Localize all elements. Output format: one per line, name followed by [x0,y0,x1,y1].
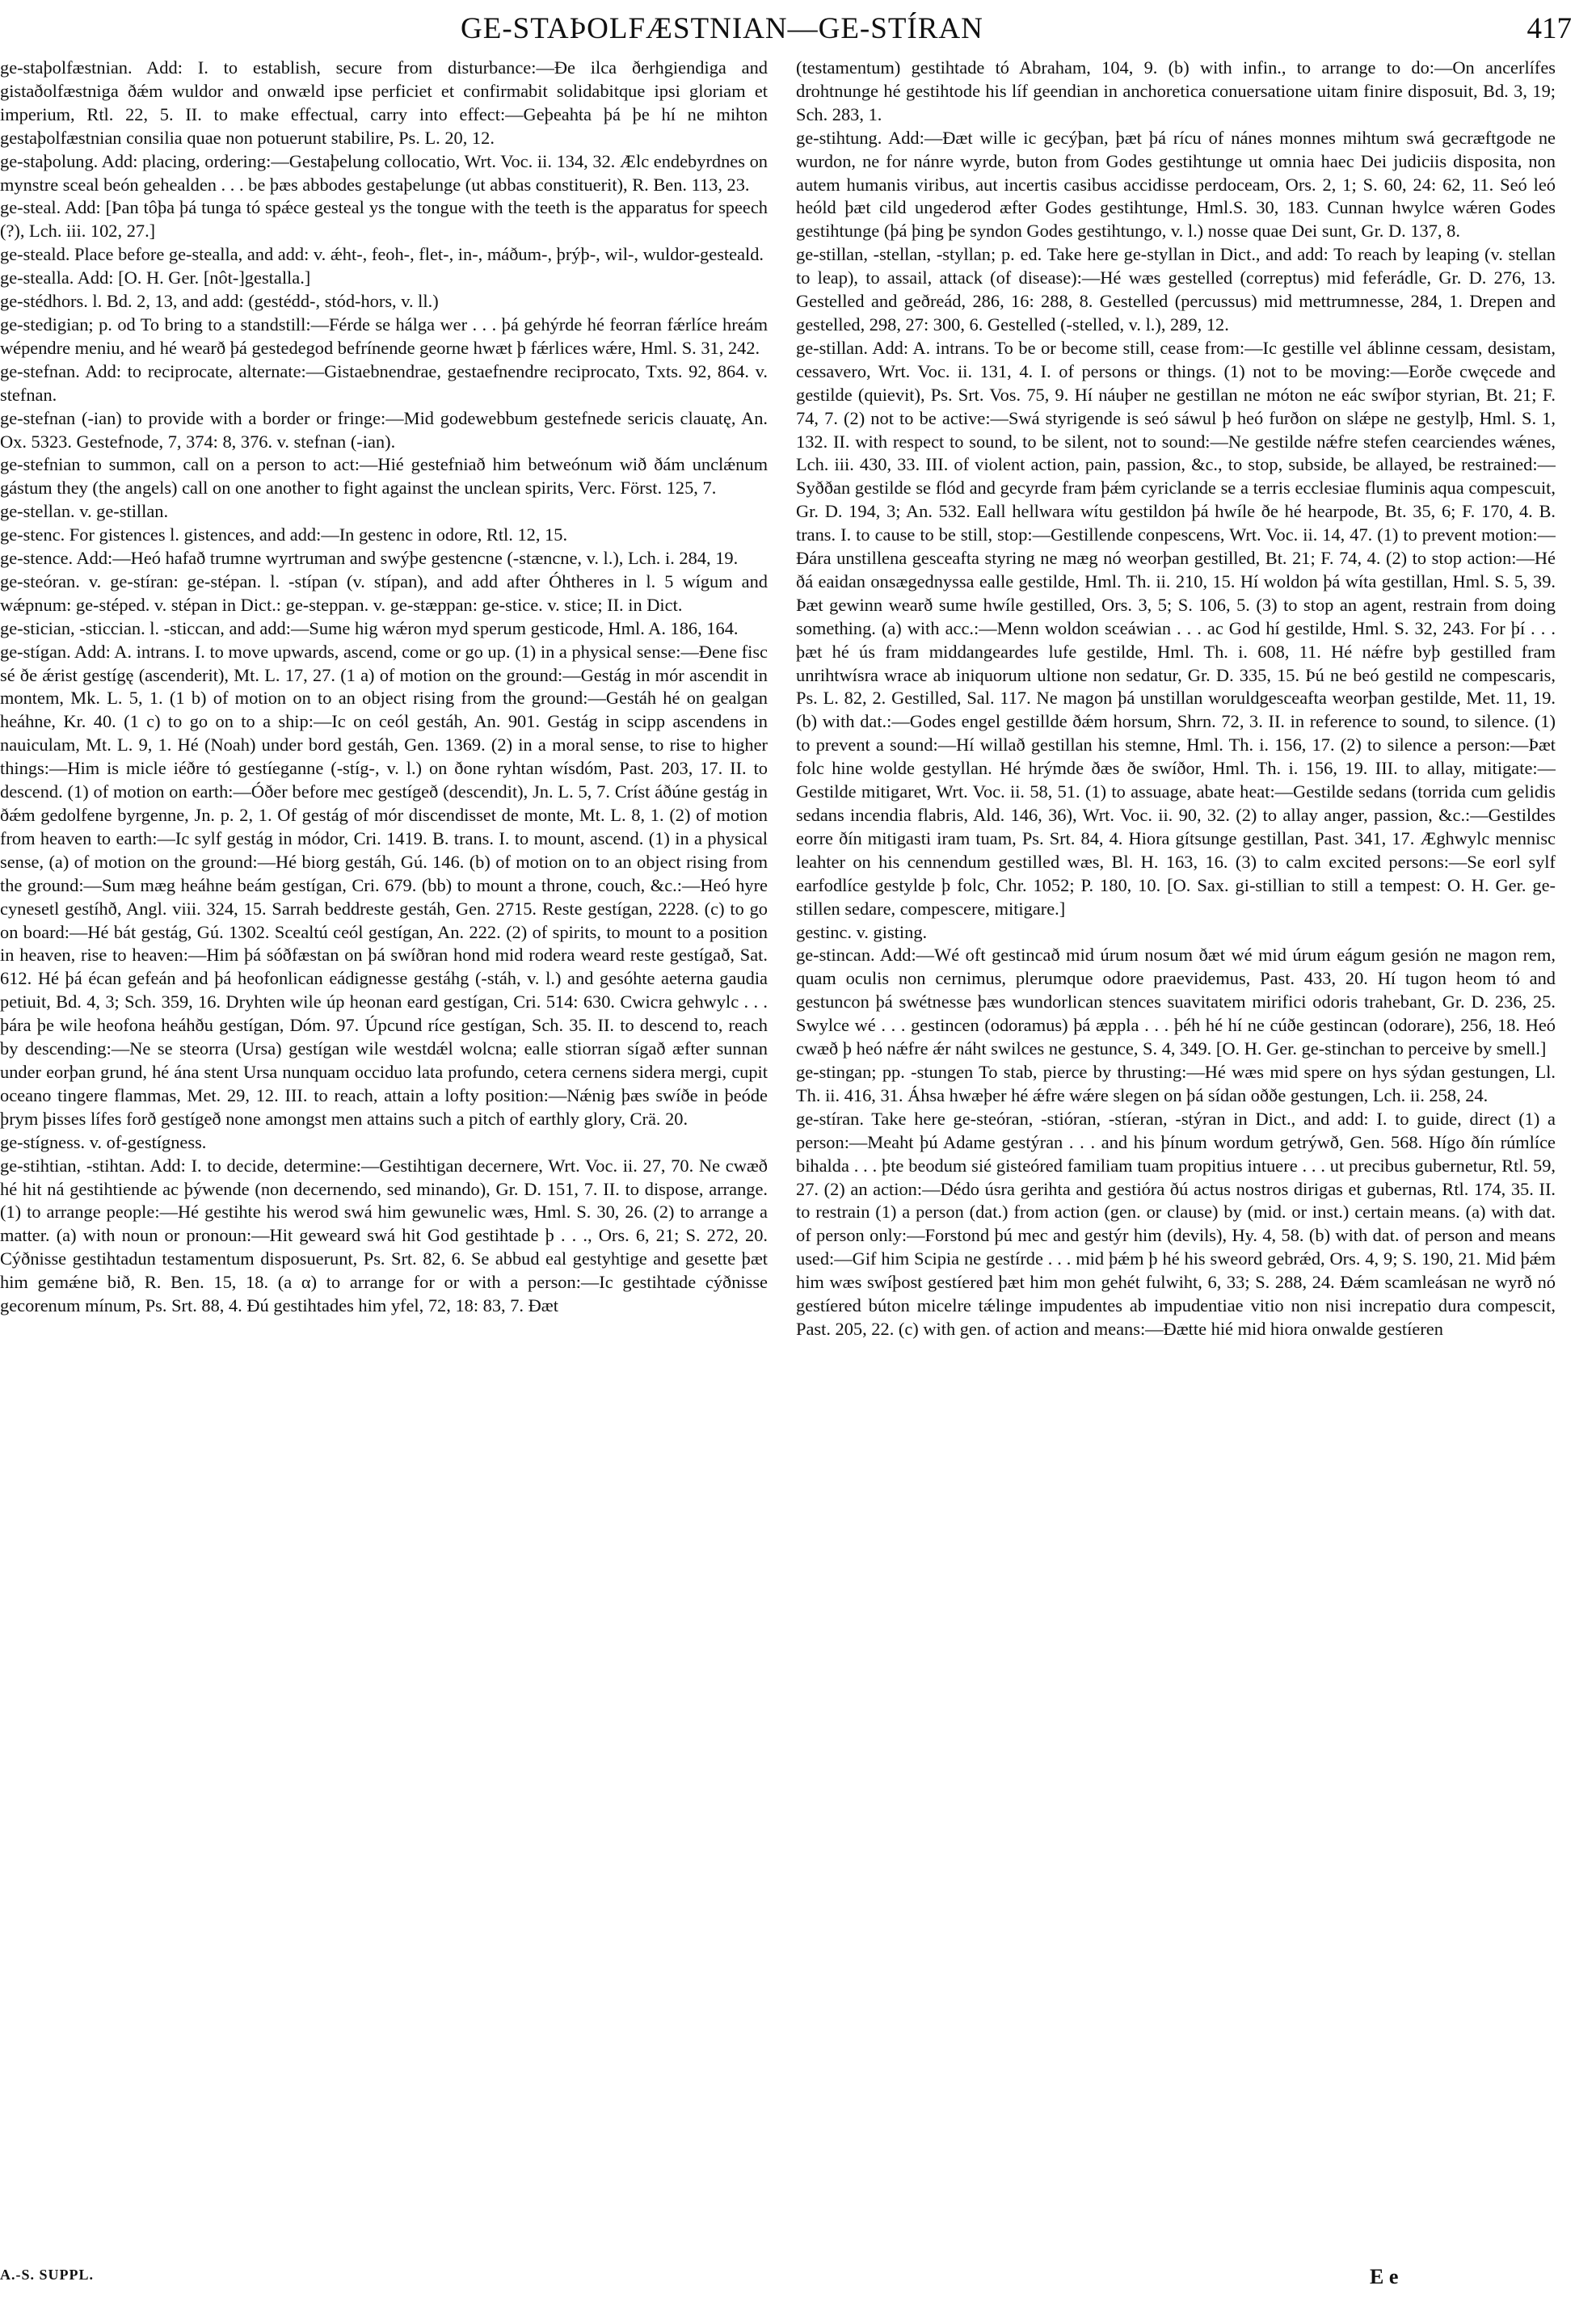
entry: ge-stincan. Add:—Wé oft gestincað mid úrum nosum ðæt wé mid úrum eágum gesión ne magon rem, quam oculis non cernimus, plerumque odore praevidemus, Past. 433, 20. Hí tugon heom tó and gestuncon þá swétnesse þæs wundorlican stences suavitatem mirifici odoris trahebant, Gr. D. 236, 25. Swylce wé . . . gestincen (odoramus) þá æppla . . . þéh hé hí ne cúðe gestincan (odorare), 256, 18. Heó cwæð þ heó nǽfre ǽr náht swilces ne gestunce, S. 4, 349. [O. H. Ger. ge-stinchan to perceive by smell.] [796,945,1556,1059]
signature-mark: A.-S. SUPPL. [0,2267,95,2283]
running-head [0,8,1596,50]
left-column [0,57,768,2230]
page-title: GE-STAÞOLFÆSTNIAN—GE-STÍRAN [461,12,983,45]
entry: ge-stealla. Add: [O. H. Ger. [nôt-]gestalla.] [0,267,311,288]
entry: gestinc. v. gisting. [796,921,928,942]
sheet-mark: E e [1370,2265,1399,2288]
entry: ge-stingan; pp. -stungen To stab, pierce by thrusting:—Hé wæs mid spere on hys sýdan gestungen, Ll. Th. ii. 416, 31. Áhsa hwæþer hé ǽfre wǽre slegen on þá sídan oððe gestungen, Lch. ii. 258, 24. [796,1061,1556,1105]
entry: ge-stíran. Take here ge-steóran, -stióran, -stíeran, -stýran in Dict., and add: I. to guide, direct (1) a person:—Meaht þú Adame gestýran . . . and his þínum wordum getrýwð, Gen. 568. Hígo ðín rúmlíce bihalda . . . þte beodum sié gisteóred familiam tuam propitius intuere . . . ut precibus gubernetur, Rtl. 59, 27. (2) an action:—Dédo úsra gerihta and gestióra ðú actus nostros dirigas et gubernas, Rtl. 174, 35. II. to restrain (1) a person (dat.) from action (gen. or clause) by (mid. or inst.) certain means. (a) with dat. of person only:—Forstond þú mec and gestýr him (devils), Hy. 4, 58. (b) with dat. of person and means used:—Gif him Scipia ne gestírde . . . mid þǽm þ hé his sweord gebrǽd, Ors. 4, 9; S. 190, 21. Mid þǽm him wæs swíþost gestíered þæt him mon gehét fulwiht, 6, 33; S. 288, 24. Ðǽm scamleásan ne wyrð nó gestíered búton micelre tǽlinge impudentes ab impudentiae vitio non nisi increpatio dura compescit, Past. 205, 22. (c) with gen. of action and means:—Ðætte hié mid hiora onwalde gestíeren [796,1108,1556,1339]
page-footer [0,2267,1596,2299]
entry: ge-stedigian; p. od To bring to a standstill:—Férde se hálga wer . . . þá gehýrde hé feorran fǽrlíce hreám wépendre meniu, and hé wearð þá gestedegod befrínende georne hwæt þ fǽrlices wǽre, Hml. S. 31, 242. [0,314,768,358]
page-number: 417 [1527,12,1572,45]
entry: ge-stenc. For gistences l. gistences, and add:—In gestenc in odore, Rtl. 12, 15. [0,524,568,545]
entry: ge-steal. Add: [Þan tôþa þá tunga tó spǽce gesteal ys the tongue with the teeth is the apparatus for speech (?), Lch. iii. 102, 27.] [0,197,768,242]
entry: ge-stédhors. l. Bd. 2, 13, and add: (gestédd-, stód-hors, v. ll.) [0,291,439,312]
entry: ge-stihtian, -stihtan. Add: I. to decide, determine:—Gestihtigan decernere, Wrt. Voc. ii. 27, 70. Ne cwæð hé hit ná gestihtiende ac þýwende (non decernendo, sed minando), Gr. D. 151, 7. II. to dispose, arrange. (1) to arrange people:—Hé gestihte his werod swá him gewunelic wæs, Hml. S. 30, 26. (2) to arrange a matter. (a) with noun or pronoun:—Hit geweard swá hit God gestihtade þ . . ., Ors. 6, 21; S. 272, 20. Cýðnisse gestihtadun testamentum disposuerunt, Ps. Srt. 82, 6. Se abbud eal gestyhtige and gesette þæt him gemǽne bið, R. Ben. 15, 18. (a α) to arrange for or with a person:—Ic gestihtade cýðnisse gecorenum mínum, Ps. Srt. 88, 4. Ðú gestihtades him yfel, 72, 18: 83, 7. Ðæt [0,1155,768,1316]
entry: ge-stician, -sticcian. l. -sticcan, and add:—Sume hig wǽron myd sperum gesticode, Hml. A. 186, 164. [0,617,739,638]
entry: ge-staþolung. Add: placing, ordering:—Gestaþelung collocatio, Wrt. Voc. ii. 134, 32. Ælc endebyrdnes on mynstre sceal beón gehealden . . . be þæs abbodes gestaþelunge (ut abbas constituerit), R. Ben. 113, 23. [0,150,768,195]
entry: ge-stígan. Add: A. intrans. I. to move upwards, ascend, come or go up. (1) in a physical sense:—Ðene fisc sé ðe ǽrist gestígę (ascenderit), Mt. L. 17, 27. (1 a) of motion on the ground:—Gestág in mór ascendit in montem, Mk. L. 5, 1. (1 b) of motion on to an object rising from the ground:—Gestáh hé on gealgan heáhne, Kr. 40. (1 c) to go on to a ship:—Ic on ceól gestáh, An. 901. Gestág in scipp ascendens in nauiculam, Mt. L. 9, 1. Hé (Noah) under bord gestáh, Gen. 1369. (2) in a moral sense, to rise to higher things:—Him is micle iéðre tó gestíeganne (-stíg-, v. l.) on ðone ryhtan wísdóm, Past. 203, 17. II. to descend. (1) of motion on earth:—Óðer before mec gestígeð (descendit), Jn. L. 5, 7. Críst áðúne gestág in ðǽm gedolfene byrgenne, Jn. p. 2, 1. Of gestág of mór discendisset de monte, Mt. L. 8, 1. (2) of motion from heaven to earth:—Ic sylf gestág in módor, Cri. 1419. B. trans. I. to mount, ascend. (1) in a physical sense, (a) of motion on the ground:—Hé biorg gestáh, Gú. 146. (b) of motion on to an object rising from the ground:—Sum mæg heáhne beám gestígan, Cri. 679. (bb) to mount a throne, couch, &c.:—Heó hyre cynesetl gestíhð, Angl. viii. 324, 15. Sarrah beddreste gestáh, Gen. 2715. Reste gestígan, 2228. (c) to go on board:—Hé bát gestág, Gú. 1302. Scealtú ceól gestígan, An. 222. (2) of spirits, to mount to a position in heaven, rise to heaven:—Him þá sóðfæstan on þá swíðran hond mid rodera weard reste gestígað, Sat. 612. Hé þá écan gefeán and þá heofonlican eádignesse gestáhg (-stáh, v. l.) and gesóhte aeterna gaudia petiuit, Bd. 4, 3; Sch. 359, 16. Dryhten wile úp heonan eard gestígan, Cri. 514: 630. Cwicra gehwylc . . . þára þe wile heofona heáhðu gestígan, Dóm. 97. Úpcund ríce gestígan, Sch. 35. II. to descend to, reach by descending:—Ne se steorra (Ursa) gestígan wile westdǽl wolcna; ealle stiorran sígað æfter sunnan under eorþan grund, hé ána stent Ursa nunquam occiduo lata profundo, cetera cernens sidera mergi, cupit oceano tingere flammas, Met. 29, 12. III. to reach, attain a lofty position:—Nǽnig þæs swíðe in þeóde þrym þisses lífes forð gestígeð none amongst men attains such a pitch of earthly glory, Crä. 20. [0,641,768,1129]
entry: ge-stefnan. Add: to reciprocate, alternate:—Gistaebnendrae, gestaefnendre reciprocato, Txts. 92, 864. v. stefnan. [0,360,768,405]
entry: ge-staþolfæstnian. Add: I. to establish, secure from disturbance:—Ðe ilca ðerhgiendiga and gistaðolfæstniga ðǽm wuldor and onwæld ipse perficiet et confirmabit solidabitque ipsi gloriam et imperium, Rtl. 22, 5. II. to make effectual, carry into effect:—Geþeahta þá þe hí ne mihton gestaþolfæstnian consilia quae non potuerunt stabilire, Ps. L. 20, 12. [0,57,768,148]
entry: ge-stihtung. Add:—Ðæt wille ic gecýþan, þæt þá rícu of nánes monnes mihtum swá gecræftgode ne wurdon, ne for nánre wyrde, buton from Godes gestihtunge ut omnia haec Dei judiciis disposita, non autem humanis viribus, aut incertis casibus accidisse perdoceam, Ors. 2, 1; S. 60, 24: 62, 11. Seó leó heóld þæt cild ungederod æfter Godes gestihtunge, Hml.S. 30, 183. Cunnan hwylce wǽren Godes gestihtunge (þá þing þe syndon Godes gestihtungo, v. l.) nosse quae Dei sunt, Gr. D. 137, 8. [796,127,1556,242]
entry: ge-stígness. v. of-gestígness. [0,1131,207,1152]
entry: ge-steald. Place before ge-stealla, and add: v. ǽht-, feoh-, flet-, in-, máðum-, þrýþ-, wil-, wuldor-gesteald. [0,244,764,265]
entry: (testamentum) gestihtade tó Abraham, 104, 9. (b) with infin., to arrange to do:—On ancerlífes drohtnunge hé gestihtode his líf geendian in anchoretica conuersatione uitam finire disposuit, Bd. 3, 19; Sch. 283, 1. [796,57,1556,124]
right-column [796,57,1556,2230]
entry: ge-stence. Add:—Heó hafað trumne wyrtruman and swýþe gestencne (-stæncne, v. l.), Lch. i. 284, 19. [0,548,739,569]
entry: ge-stillan, -stellan, -styllan; p. ed. Take here ge-styllan in Dict., and add: To reach by leaping (v. stellan to leap), to assail, attack (of disease):—Hé wæs gestelled (correptus) mid feferádle, Gr. D. 276, 13. Gestelled and geðreád, 286, 16: 288, 8. Gestelled (percussus) mid mettrumnesse, 284, 1. Drepen and gestelled, 298, 27: 300, 6. Gestelled (-stelled, v. l.), 289, 12. [796,244,1556,335]
entry: ge-stellan. v. ge-stillan. [0,501,169,522]
entry: ge-stillan. Add: A. intrans. To be or become still, cease from:—Ic gestille vel áblinne cessam, desistam, cessavero, Wrt. Voc. ii. 131, 4. I. of persons or things. (1) not to be moving:—Eorðe cwęcede and gestilde (quievit), Ps. Srt. Vos. 75, 9. Hí náuþer ne gestillan ne móton ne eác swíþor styrian, Bt. 21; F. 74, 7. (2) not to be active:—Swá styrigende is seó sáwul þ heó furðon on slǽpe ne gestylþ, Hml. S. 1, 132. II. with respect to sound, to be silent, not to sound:—Ne gestilde nǽfre stefen cearciendes wǽnes, Lch. iii. 430, 33. III. of violent action, pain, passion, &c., to stop, subside, be allayed, be restrained:—Syððan gestilde se flód and gecyrde fram þǽm cyriclande se a terris ecclesiae fluminis aqua compescuit, Gr. D. 194, 3; An. 532. Eall hellwara wítu gestildon þá hwíle ðe hé hearpode, Bt. 35, 6; F. 170, 4. B. trans. I. to cause to be still, stop:—Gestillende conpescens, Wrt. Voc. ii. 14, 47. (1) to prevent motion:—Ðára unstillena gesceafta styring ne mæg nó weorþan gestilled, Bt. 21; F. 74, 4. (2) to stop action:—Hé ðá eaidan onsægednyssa ealle gestilde, Hml. Th. ii. 210, 15. Hí woldon þá wíta gestillan, Hml. S. 5, 39. Þæt gewinn wearð sume hwíle gestilled, Ors. 3, 5; S. 106, 5. (3) to stop an agent, restrain from doing something. (a) with acc.:—Menn woldon sceáwian . . . ac God hí gestilde, Hml. S. 32, 243. For þí . . . þæt hé ús fram middangeardes lufe gestilde, Hml. Th. i. 608, 11. Hé nǽfre byþ gestilled fram unrihtwísra wrace ab iniquorum ultione non sedatur, Gr. D. 335, 15. Þú ne beó gestild ne compescaris, Ps. L. 82, 2. Gestilled, Sal. 117. Ne magon þá unstillan woruldgesceafta weorþan gestilde, Met. 11, 19. (b) with dat.:—Godes engel gestillde ðǽm horsum, Shrn. 72, 3. II. in reference to sound, to silence. (1) to prevent a sound:—Hí willað gestillan his stemne, Hml. Th. i. 156, 17. (2) to silence a person:—Þæt folc hine wolde gestyllan. Hé hrýmde ðæs ðe swíðor, Hml. Th. i. 156, 19. III. to allay, mitigate:—Gestilde mitigaret, Wrt. Voc. ii. 58, 51. (1) to assuage, abate heat:—Gestilde sedans (torrida cum gelidis sedans incendia flabris, Ald. 146, 36), Wrt. Voc. ii. 90, 32. (2) to allay anger, passion, &c.:—Gestildes eorre ðín mitigasti iram tuam, Ps. Srt. 84, 4. Hiora gítsunge gestillan, Past. 341, 17. Æghwylc mennisc leahter on his cennendum gestilled wæs, Bl. H. 163, 16. (3) to calm excited persons:—Se eorl sylf earfodlíce gestylde þ folc, Chr. 1052; P. 180, 10. [O. Sax. gi-stillian to still a tempest: O. H. Ger. ge-stillen sedare, compescere, mitigare.] [796,337,1556,919]
entry: ge-steóran. v. ge-stíran: ge-stépan. l. -stípan (v. stípan), and add after Óhtheres in l. 5 wígum and wǽpnum: ge-stéped. v. stépan in Dict.: ge-steppan. v. ge-stæppan: ge-stice. v. stice; II. in Dict. [0,570,768,615]
entry: ge-stefnian to summon, call on a person to act:—Hié gestefniað him betweónum wið ðám unclǽnum gástum they (the angels) call on one another to fight against the unclean spirits, Verc. Först. 125, 7. [0,454,768,499]
entry: ge-stefnan (-ian) to provide with a border or fringe:—Mid godewebbum gestefnede sericis clauatę, An. Ox. 5323. Gestefnode, 7, 374: 8, 376. v. stefnan (-ian). [0,407,768,452]
